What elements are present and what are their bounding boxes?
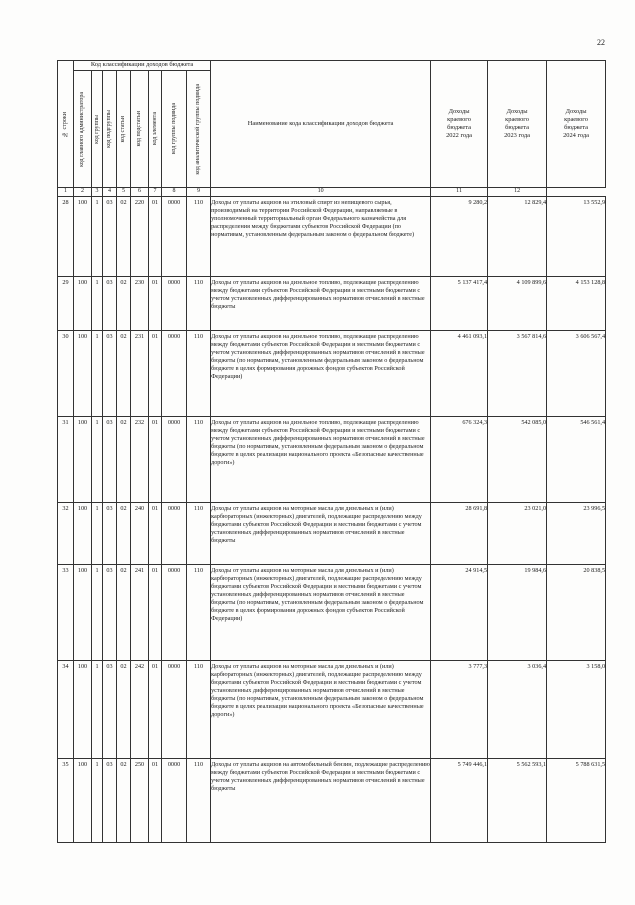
revenue-name: Доходы от уплаты акцизов на моторные масла для дизельных и (или) карбюраторных (инжекторных) двигателей, подлежащие распределению между бюджетами субъектов Российской Федерации и местными бюджетами с учетом установленных дифференцированных нормативов отчислений в местные бюджеты (по нормативам, установленным федеральным законом о федеральном бюджете в целях формирования дорожных фондов субъектов Российской Федерации) [211, 565, 431, 661]
row-number: 31 [58, 417, 74, 503]
table-row [58, 759, 606, 843]
amount-2023: 19 984,6 [488, 565, 547, 661]
revenue-name: Доходы от уплаты акцизов на моторные масла для дизельных и (или) карбюраторных (инжекторных) двигателей, подлежащие распределению между бюджетами субъектов Российской Федерации и местными бюджетами с учетом установленных дифференцированных нормативов отчислений в местные бюджеты (по нормативам, установленным федеральным законом о федеральном бюджете в целях реализации национального проекта «Безопасные качественные дороги») [211, 661, 431, 759]
revenue-name: Доходы от уплаты акцизов на дизельное топливо, подлежащие распределению между бюджетами субъектов Российской Федерации и местными бюджетами с учетом установленных дифференцированных нормативов отчислений в местные бюджеты (по нормативам, установленным федеральным законом о федеральном бюджете в целях формирования дорожных фондов субъектов Российской Федерации) [211, 331, 431, 417]
column-number: 5 [117, 188, 131, 197]
amount-2024: 3 606 567,4 [547, 331, 606, 417]
column-number: 8 [162, 188, 187, 197]
code-cell: 03 [103, 197, 117, 277]
code-cell: 02 [117, 503, 131, 565]
code-cell: 1 [92, 661, 103, 759]
code-cell: 100 [74, 565, 92, 661]
code-cell: 231 [131, 331, 149, 417]
code-cell: 02 [117, 197, 131, 277]
code-cell: 01 [149, 661, 162, 759]
amount-2022: 5 749 446,1 [431, 759, 488, 843]
header-sum-2023: Доходы краевого бюджета 2023 года [488, 61, 547, 188]
code-cell: 100 [74, 417, 92, 503]
code-cell: 110 [187, 277, 211, 331]
code-cell: 100 [74, 661, 92, 759]
column-number: 1 [58, 188, 74, 197]
amount-2024: 546 561,4 [547, 417, 606, 503]
code-cell: 01 [149, 331, 162, 417]
amount-2023: 5 562 593,1 [488, 759, 547, 843]
header-code-subgroup: код подгруппы [103, 71, 117, 188]
code-cell: 02 [117, 277, 131, 331]
code-cell: 01 [149, 565, 162, 661]
code-cell: 240 [131, 503, 149, 565]
code-cell: 01 [149, 503, 162, 565]
header-code-subtype-group: код группы подвида [162, 71, 187, 188]
header-row [58, 61, 606, 71]
code-cell: 100 [74, 503, 92, 565]
code-cell: 110 [187, 759, 211, 843]
code-cell: 0000 [162, 503, 187, 565]
code-cell: 1 [92, 565, 103, 661]
column-numbering-row [58, 188, 606, 197]
amount-2023: 542 085,0 [488, 417, 547, 503]
column-number: 11 [431, 188, 488, 197]
code-cell: 110 [187, 331, 211, 417]
code-cell: 1 [92, 417, 103, 503]
code-cell: 100 [74, 277, 92, 331]
code-cell: 230 [131, 277, 149, 331]
code-cell: 0000 [162, 277, 187, 331]
header-sum-2022: Доходы краевого бюджета 2022 года [431, 61, 488, 188]
code-cell: 1 [92, 331, 103, 417]
amount-2023: 12 829,4 [488, 197, 547, 277]
table-row [58, 565, 606, 661]
amount-2024: 5 788 631,5 [547, 759, 606, 843]
code-cell: 0000 [162, 417, 187, 503]
row-number: 34 [58, 661, 74, 759]
code-cell: 110 [187, 565, 211, 661]
code-cell: 1 [92, 503, 103, 565]
row-number: 32 [58, 503, 74, 565]
code-cell: 242 [131, 661, 149, 759]
row-number: 29 [58, 277, 74, 331]
code-cell: 250 [131, 759, 149, 843]
amount-2023: 3 567 814,6 [488, 331, 547, 417]
code-cell: 1 [92, 759, 103, 843]
code-cell: 02 [117, 565, 131, 661]
code-cell: 0000 [162, 197, 187, 277]
code-cell: 110 [187, 417, 211, 503]
code-cell: 0000 [162, 661, 187, 759]
code-cell: 02 [117, 417, 131, 503]
code-cell: 01 [149, 197, 162, 277]
amount-2022: 676 324,3 [431, 417, 488, 503]
code-cell: 01 [149, 417, 162, 503]
table-row [58, 503, 606, 565]
column-number: 12 [488, 188, 547, 197]
code-cell: 100 [74, 197, 92, 277]
header-code-group: Код классификации доходов бюджета [74, 61, 211, 71]
amount-2024: 3 158,0 [547, 661, 606, 759]
amount-2022: 9 280,2 [431, 197, 488, 277]
code-cell: 03 [103, 565, 117, 661]
code-cell: 01 [149, 759, 162, 843]
code-cell: 0000 [162, 331, 187, 417]
revenue-name: Доходы от уплаты акцизов на дизельное топливо, подлежащие распределению между бюджетами субъектов Российской Федерации и местными бюджетами с учетом установленных дифференцированных нормативов отчислений в местные бюджеты [211, 277, 431, 331]
code-cell: 100 [74, 331, 92, 417]
row-number: 33 [58, 565, 74, 661]
code-cell: 1 [92, 277, 103, 331]
amount-2022: 28 691,8 [431, 503, 488, 565]
column-number: 3 [92, 188, 103, 197]
code-cell: 03 [103, 417, 117, 503]
code-cell: 03 [103, 661, 117, 759]
column-number: 6 [131, 188, 149, 197]
code-cell: 1 [92, 197, 103, 277]
header-code-subarticle: код подстатьи [131, 71, 149, 188]
revenue-name: Доходы от уплаты акцизов на моторные масла для дизельных и (или) карбюраторных (инжекторных) двигателей, подлежащие распределению между бюджетами субъектов Российской Федерации и местными бюджетами с учетом установленных дифференцированных нормативов отчислений в местные бюджеты [211, 503, 431, 565]
table-row [58, 417, 606, 503]
amount-2023: 3 036,4 [488, 661, 547, 759]
column-number: 4 [103, 188, 117, 197]
code-cell: 01 [149, 277, 162, 331]
header-code-article: код статьи [117, 71, 131, 188]
amount-2022: 4 461 093,1 [431, 331, 488, 417]
code-cell: 0000 [162, 759, 187, 843]
code-cell: 03 [103, 277, 117, 331]
table-row [58, 331, 606, 417]
code-cell: 02 [117, 661, 131, 759]
header-sum-2024: Доходы краевого бюджета 2024 года [547, 61, 606, 188]
row-number: 30 [58, 331, 74, 417]
revenue-name: Доходы от уплаты акцизов на дизельное топливо, подлежащие распределению между бюджетами субъектов Российской Федерации и местными бюджетами с учетом установленных дифференцированных нормативов отчислений в местные бюджеты (по нормативам, установленным федеральным законом о федеральном бюджете в целях реализации национального проекта «Безопасные качественные дороги») [211, 417, 431, 503]
table-row [58, 197, 606, 277]
code-cell: 110 [187, 197, 211, 277]
column-number: 10 [211, 188, 431, 197]
code-cell: 220 [131, 197, 149, 277]
revenue-table [57, 60, 606, 843]
header-name: Наименование кода классификации доходов бюджета [211, 61, 431, 188]
code-cell: 100 [74, 759, 92, 843]
amount-2024: 23 996,5 [547, 503, 606, 565]
code-cell: 110 [187, 661, 211, 759]
amount-2024: 13 552,9 [547, 197, 606, 277]
amount-2024: 4 153 128,8 [547, 277, 606, 331]
column-number: 2 [74, 188, 92, 197]
amount-2023: 4 109 899,6 [488, 277, 547, 331]
code-cell: 02 [117, 759, 131, 843]
code-cell: 03 [103, 331, 117, 417]
code-cell: 232 [131, 417, 149, 503]
table-row [58, 277, 606, 331]
header-code-admin: код главного администратора [74, 71, 92, 188]
code-cell: 03 [103, 503, 117, 565]
amount-2022: 5 137 417,4 [431, 277, 488, 331]
code-cell: 241 [131, 565, 149, 661]
code-cell: 0000 [162, 565, 187, 661]
header-row-no: № строки [58, 61, 74, 188]
code-cell: 03 [103, 759, 117, 843]
header-code-element: код элемента [149, 71, 162, 188]
revenue-name: Доходы от уплаты акцизов на автомобильный бензин, подлежащие распределению между бюджетами субъектов Российской Федерации и местными бюджетами с учетом установленных дифференцированных нормативов отчислений в местные бюджеты [211, 759, 431, 843]
table-row [58, 661, 606, 759]
amount-2023: 23 021,0 [488, 503, 547, 565]
row-number: 35 [58, 759, 74, 843]
amount-2022: 24 914,5 [431, 565, 488, 661]
amount-2022: 3 777,3 [431, 661, 488, 759]
header-code-group-col: код группы [92, 71, 103, 188]
page-number: 22 [597, 38, 605, 47]
code-cell: 02 [117, 331, 131, 417]
revenue-name: Доходы от уплаты акцизов на этиловый спирт из непищевого сырья, производимый на территории Российской Федерации, направляемые в уполномоченный территориальный орган Федерального казначейства для распределения между бюджетами субъектов Российской Федерации (по нормативам, установленным федеральным законом о федеральном бюджете) [211, 197, 431, 277]
column-number: 9 [187, 188, 211, 197]
code-cell: 110 [187, 503, 211, 565]
amount-2024: 20 838,5 [547, 565, 606, 661]
row-number: 28 [58, 197, 74, 277]
header-code-analytic-group: код аналитической группы подвида [187, 71, 211, 188]
column-number: 7 [149, 188, 162, 197]
